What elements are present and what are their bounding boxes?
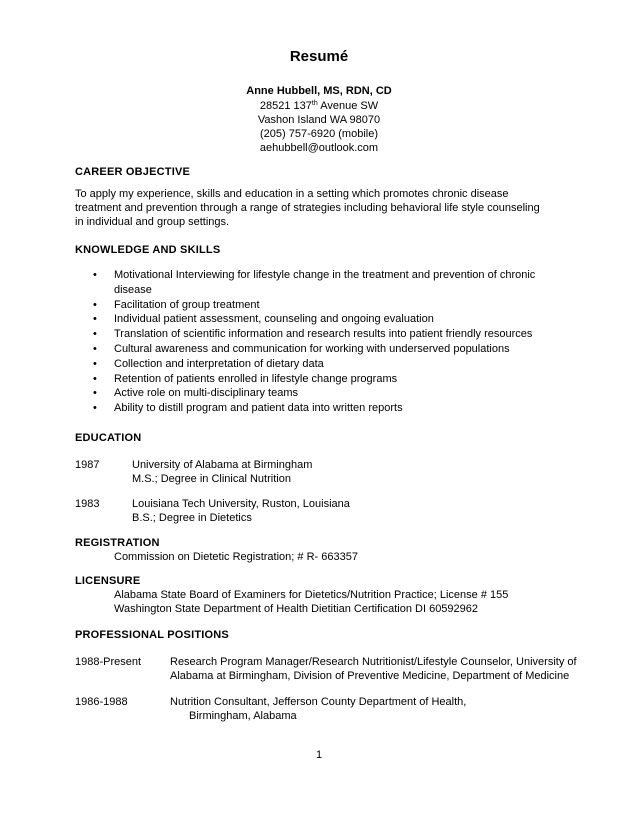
page-title: Resumé <box>289 48 349 65</box>
education-heading: EDUCATION <box>75 432 142 444</box>
bullet-icon: • <box>93 298 97 311</box>
street-number: 28521 137 <box>259 100 312 112</box>
position-line: Research Program Manager/Research Nutritionist/Lifestyle Counselor, University of <box>170 656 577 668</box>
registration-heading: REGISTRATION <box>75 537 160 549</box>
licensure-line: Washington State Department of Health Dietitian Certification DI 60592962 <box>114 603 479 615</box>
skill-text: Ability to distill program and patient data into written reports <box>114 402 403 415</box>
contact-name: Anne Hubbell, MS, RDN, CD <box>246 85 392 97</box>
skill-item <box>90 268 570 298</box>
skill-item <box>90 386 570 401</box>
education-year: 1987 <box>75 459 100 471</box>
position-line: Nutrition Consultant, Jefferson County Department of Health, <box>170 696 467 708</box>
position-line: Birmingham, Alabama <box>189 710 297 722</box>
bullet-icon: • <box>93 372 97 385</box>
position-years: 1986-1988 <box>75 696 128 708</box>
bullet-icon: • <box>93 402 97 415</box>
bullet-icon: • <box>93 387 97 400</box>
education-degree: B.S.; Degree in Dietetics <box>132 512 252 524</box>
licensure-heading: LICENSURE <box>75 575 141 587</box>
skill-item <box>90 372 570 387</box>
skill-text: Collection and interpretation of dietary data <box>114 357 324 370</box>
skill-text: Retention of patients enrolled in lifestyle change programs <box>114 372 398 385</box>
skill-item <box>90 298 570 313</box>
skill-text: Individual patient assessment, counseling and ongoing evaluation <box>114 313 434 326</box>
skill-item <box>90 357 570 372</box>
skill-text: Active role on multi-disciplinary teams <box>114 387 299 400</box>
street-suffix: th <box>311 100 318 107</box>
registration-text: Commission on Dietetic Registration; # R- 663357 <box>114 551 358 563</box>
street-rest: Avenue SW <box>317 100 379 112</box>
objective-line: To apply my experience, skills and education in a setting which promotes chronic disease <box>75 188 509 200</box>
skill-item <box>90 342 570 357</box>
skill-text: Facilitation of group treatment <box>114 298 260 311</box>
bullet-icon: • <box>93 269 97 281</box>
skill-item <box>90 312 570 327</box>
education-year: 1983 <box>75 498 100 510</box>
bullet-icon: • <box>93 328 97 341</box>
contact-email: aehubbell@outlook.com <box>259 142 379 154</box>
bullet-icon: • <box>93 357 97 370</box>
objective-line: in individual and group settings. <box>75 216 230 228</box>
licensure-line: Alabama State Board of Examiners for Dietetics/Nutrition Practice; License # 155 <box>114 589 509 601</box>
skill-text: Cultural awareness and communication for working with underserved populations <box>114 342 510 355</box>
contact-city: Vashon Island WA 98070 <box>257 114 381 126</box>
position-line: Alabama at Birmingham, Division of Preventive Medicine, Department of Medicine <box>170 670 570 682</box>
page-number: 1 <box>315 749 323 761</box>
bullet-icon: • <box>93 313 97 326</box>
skill-text: Motivational Interviewing for lifestyle change in the treatment and prevention of chronic disease <box>114 269 536 296</box>
contact-street <box>0 99 638 113</box>
position-years: 1988-Present <box>75 656 142 668</box>
objective-line: treatment and prevention through a range of strategies including behavioral life style counseling <box>75 202 540 214</box>
skill-text: Translation of scientific information and research results into patient friendly resources <box>114 328 533 341</box>
skill-item <box>90 401 570 416</box>
contact-phone: (205) 757-6920 (mobile) <box>259 128 378 140</box>
skill-item <box>90 327 570 342</box>
skills-list <box>90 268 570 416</box>
education-school: Louisiana Tech University, Ruston, Louisiana <box>132 498 350 510</box>
skills-heading: KNOWLEDGE AND SKILLS <box>75 244 221 256</box>
career-objective-heading: CAREER OBJECTIVE <box>75 166 191 178</box>
education-school: University of Alabama at Birmingham <box>132 459 313 471</box>
positions-heading: PROFESSIONAL POSITIONS <box>75 629 229 641</box>
education-degree: M.S.; Degree in Clinical Nutrition <box>132 473 291 485</box>
bullet-icon: • <box>93 342 97 355</box>
